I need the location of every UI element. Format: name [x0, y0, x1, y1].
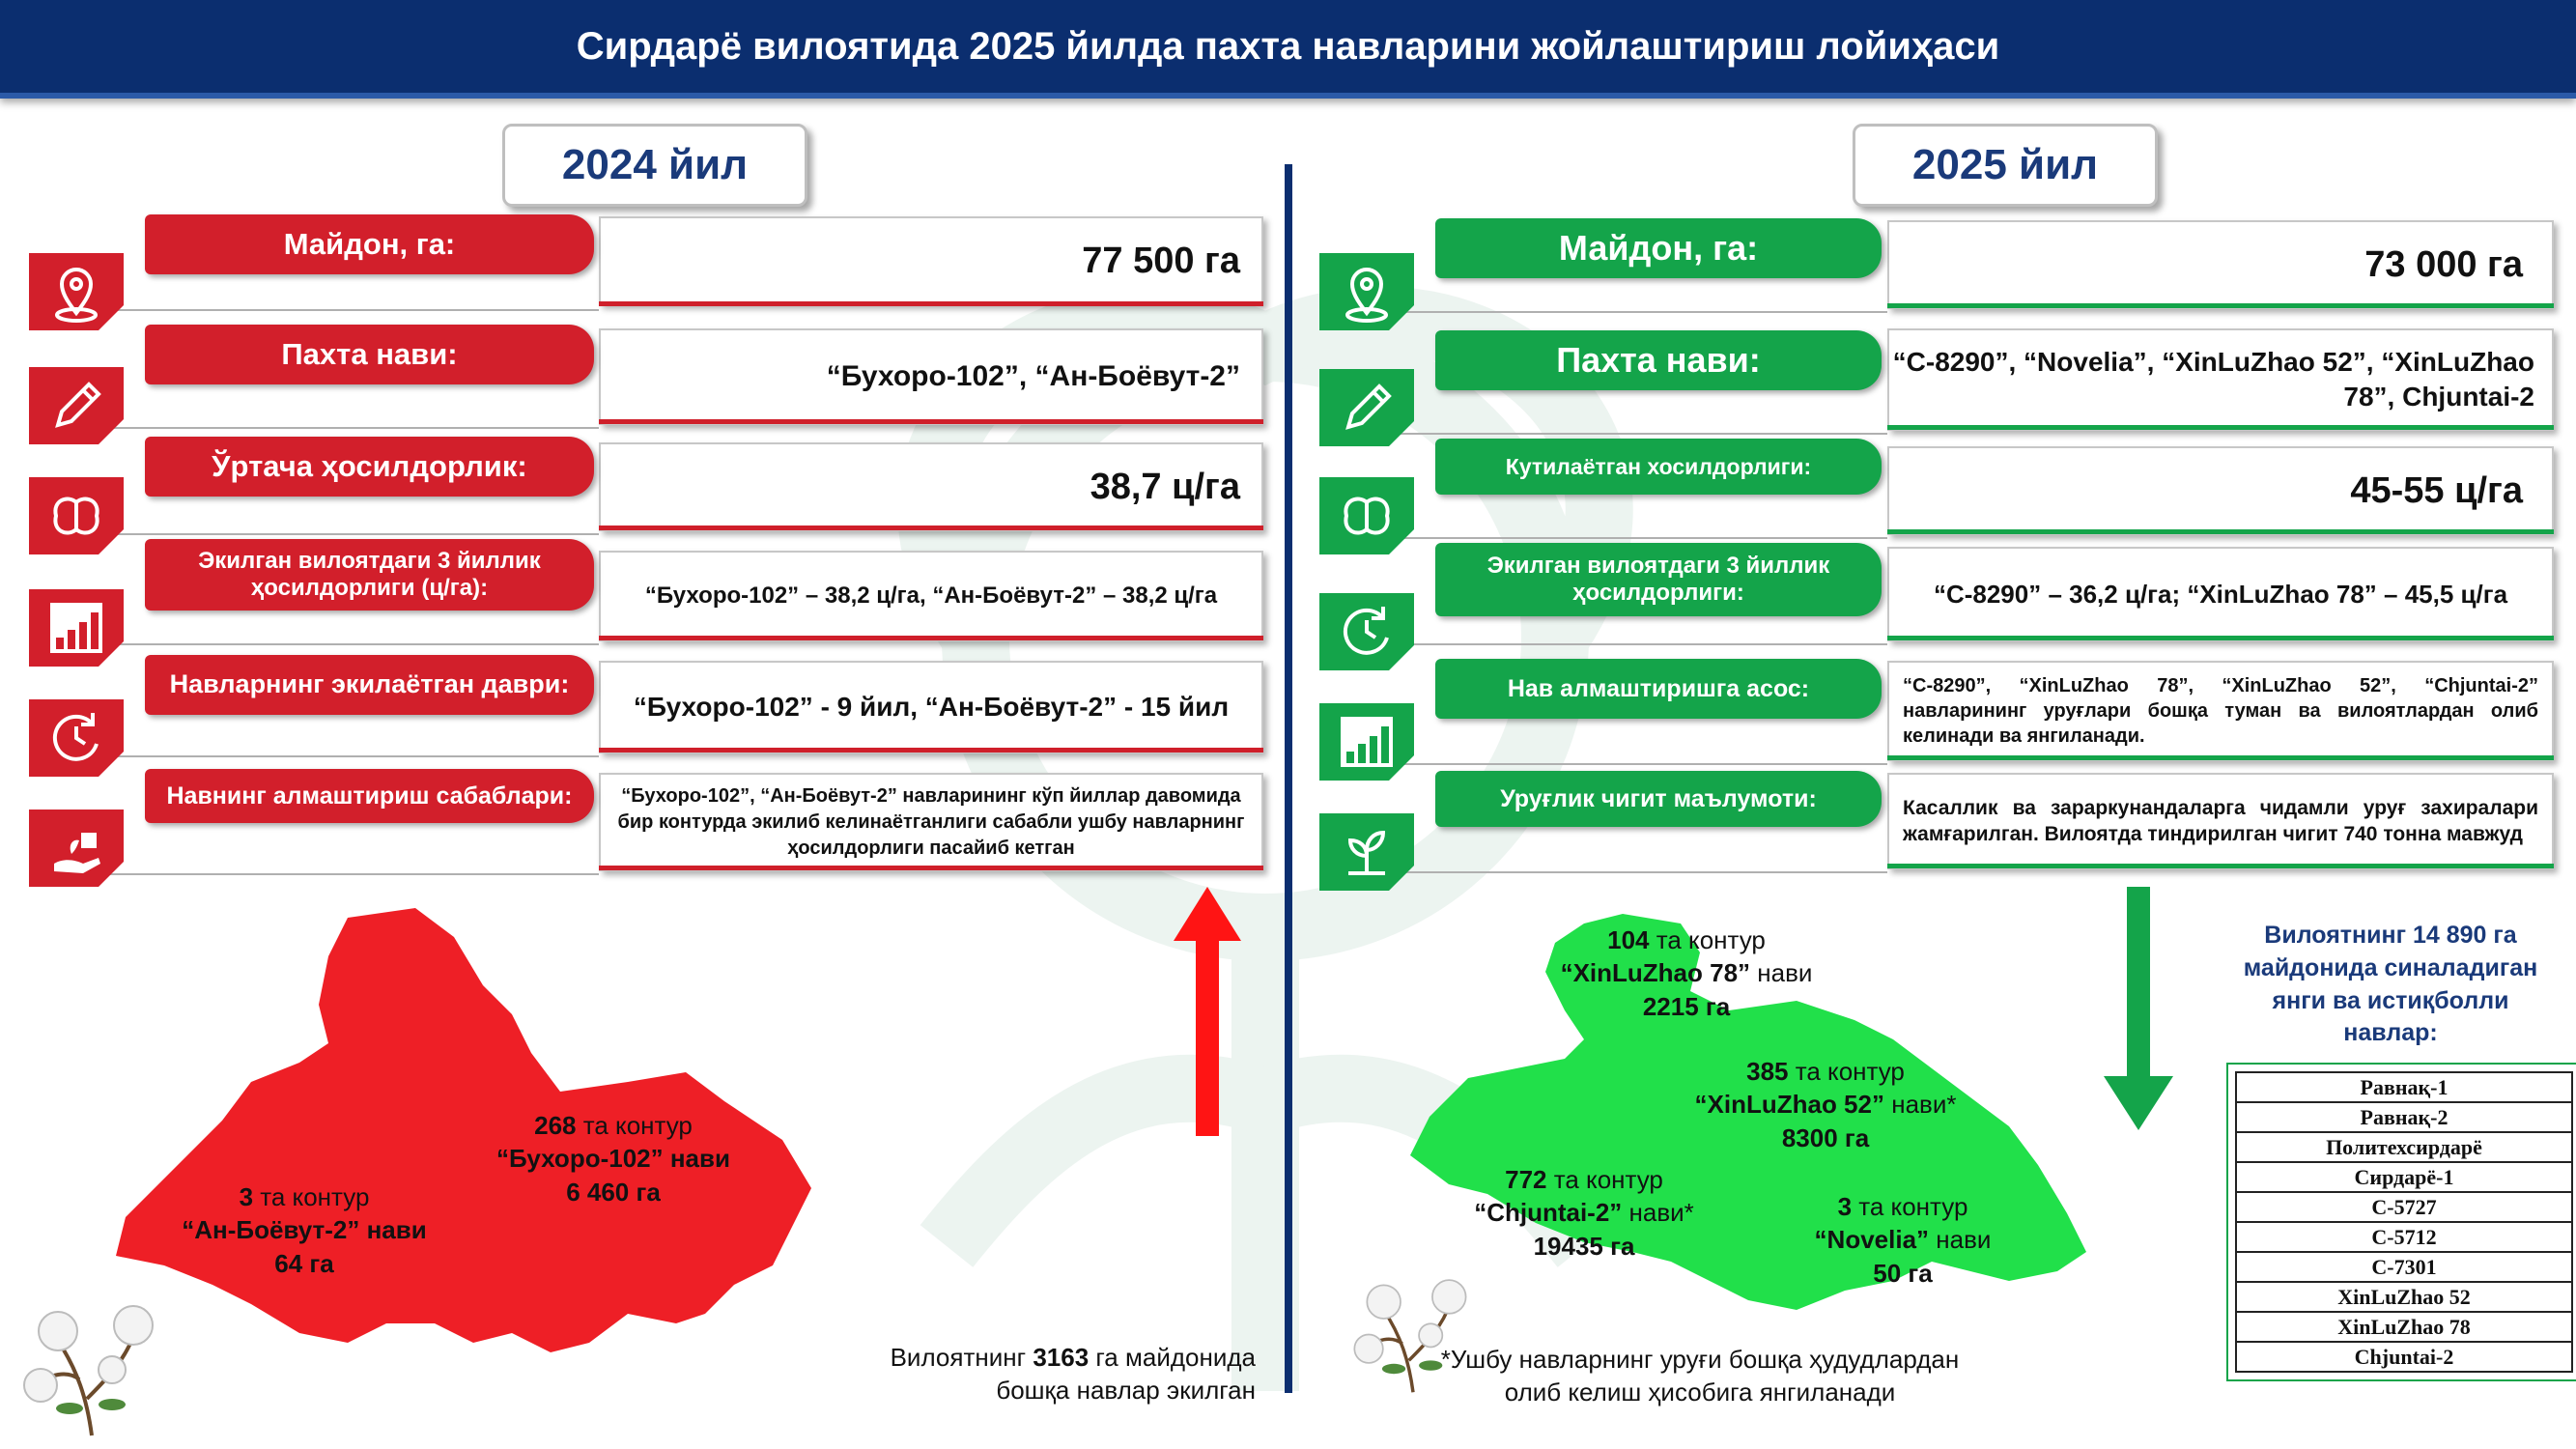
table-row	[2236, 1072, 2572, 1102]
left-area-label: Майдон, га:	[145, 214, 594, 274]
variety-cell: XinLuZhao 52	[2236, 1282, 2572, 1312]
center-divider	[1285, 164, 1292, 1393]
right-expected-yield-label: Кутилаётган хосилдорлиги:	[1435, 439, 1882, 495]
table-row	[2236, 1132, 2572, 1162]
right-area-label: Майдон, га:	[1435, 218, 1882, 278]
table-row	[2236, 1102, 2572, 1132]
right-area-value: 73 000 га	[1887, 220, 2554, 309]
table-row	[2236, 1222, 2572, 1252]
location-pin-icon	[29, 253, 124, 330]
table-row	[2236, 1192, 2572, 1222]
right-row-underline	[1887, 529, 2554, 534]
clock-arrow-icon	[1319, 593, 1414, 670]
variety-cell: С-5712	[2236, 1222, 2572, 1252]
bar-chart-icon	[1319, 703, 1414, 781]
variety-cell: Сирдарё-1	[2236, 1162, 2572, 1192]
up-arrow-icon	[1174, 887, 1241, 1136]
right-map-label-xinluzhao52: 385 та контур “XinLuZhao 52” нави* 8300 га	[1694, 1057, 1957, 1152]
bar-chart-icon	[29, 589, 124, 667]
right-variety-label: Пахта нави:	[1435, 330, 1882, 390]
table-row	[2236, 1252, 2572, 1282]
left-map-label-bukhoro: 268 та контур “Бухоро-102” нави 6 460 га	[496, 1111, 730, 1207]
left-map-label-anboyovut: 3 та контур “Ан-Боёвут-2” нави 64 га	[182, 1182, 427, 1278]
left-row-underline	[599, 636, 1263, 640]
test-varieties-table	[2226, 1063, 2576, 1381]
cotton-plant-icon	[19, 1293, 164, 1437]
left-replacement-reason-value: “Бухоро-102”, “Ан-Боёвут-2” навларининг кўп йиллар давомида бир контурда экилиб келинаётганлиги сабабли ушбу навларнинг ҳосилдорлиги пасайиб кетган	[599, 773, 1263, 871]
left-other-varieties-note: Вилоятнинг 3163 га майдонида бошқа навлар экилган	[890, 1343, 1256, 1406]
left-replacement-reason-label: Навнинг алмаштириш сабаблари:	[145, 769, 594, 823]
variety-cell: С-5727	[2236, 1192, 2572, 1222]
down-arrow-icon	[2104, 887, 2173, 1130]
right-map-label-xinluzhao78: 104 та контур “XinLuZhao 78” нави 2215 га	[1560, 925, 1813, 1021]
right-replacement-basis-value: “С-8290”, “XinLuZhao 78”, “XinLuZhao 52”, “Chjuntai-2” навларининг уруғлари бошқа туман ва вилоятлардан олиб келинади ва янгиланади.	[1887, 661, 2554, 761]
cotton-icon	[1319, 477, 1414, 554]
right-map-label-chjuntai2: 772 та контур “Chjuntai-2” нави* 19435 га	[1474, 1165, 1694, 1261]
left-row-underline	[599, 748, 1263, 753]
right-row-underline	[1887, 755, 2554, 760]
right-seed-renewal-note: *Ушбу навларнинг уруғи бошқа ҳудудлардан олиб келиш ҳисобига янгиланади	[1440, 1345, 1960, 1407]
right-map-label-novelia: 3 та контур “Novelia” нави 50 га	[1814, 1192, 1992, 1288]
right-seed-info-value: Касаллик ва зараркунандаларга чидамли уруғ захиралари жамғарилган. Вилоятда тиндирилган чигит 740 тонна мавжуд	[1887, 773, 2554, 869]
table-row	[2236, 1312, 2572, 1342]
right-row-underline	[1887, 425, 2554, 430]
page-title: Сирдарё вилоятида 2025 йилда пахта навларини жойлаштириш лойиҳаси	[576, 25, 2000, 68]
right-row-underline	[1887, 303, 2554, 308]
right-3year-yield-label: Экилган вилоятдаги 3 йиллик ҳосилдорлиги:	[1435, 543, 1882, 616]
year-2024-box: 2024 йил	[502, 124, 807, 207]
left-planting-period-value: “Бухоро-102” - 9 йил, “Ан-Боёвут-2” - 15 йил	[599, 661, 1263, 753]
right-seed-info-label: Уруғлик чигит маълумоти:	[1435, 771, 1882, 827]
right-3year-yield-value: “С-8290” – 36,2 ц/га; “XinLuZhao 78” – 45,5 ц/га	[1887, 547, 2554, 641]
left-planting-period-label: Навларнинг экилаётган даври:	[145, 655, 594, 715]
variety-cell: С-7301	[2236, 1252, 2572, 1282]
right-variety-value: “С-8290”, “Novelia”, “XinLuZhao 52”, “XinLuZhao 78”, Chjuntai-2	[1887, 328, 2554, 431]
left-3year-yield-label: Экилган вилоятдаги 3 йиллик ҳосилдорлиги (ц/га):	[145, 539, 594, 611]
sprout-icon	[1319, 813, 1414, 891]
left-yield-value: 38,7 ц/га	[599, 442, 1263, 531]
left-variety-label: Пахта нави:	[145, 325, 594, 384]
variety-cell: Равнақ-2	[2236, 1102, 2572, 1132]
right-row-underline	[1887, 864, 2554, 868]
location-pin-icon	[1319, 253, 1414, 330]
year-2025-box: 2025 йил	[1853, 124, 2158, 207]
left-row-underline	[599, 419, 1263, 424]
clock-arrow-icon	[29, 699, 124, 777]
left-yield-label: Ўртача ҳосилдорлик:	[145, 437, 594, 497]
table-row	[2236, 1342, 2572, 1372]
cotton-icon	[29, 477, 124, 554]
left-row-underline	[599, 526, 1263, 530]
left-row-underline	[599, 301, 1263, 306]
table-row	[2236, 1162, 2572, 1192]
left-variety-value: “Бухоро-102”, “Ан-Боёвут-2”	[599, 328, 1263, 425]
right-replacement-basis-label: Нав алмаштиришга асос:	[1435, 659, 1882, 719]
table-row	[2236, 1282, 2572, 1312]
left-area-value: 77 500 га	[599, 216, 1263, 305]
right-row-underline	[1887, 636, 2554, 640]
variety-cell: Политехсирдарё	[2236, 1132, 2572, 1162]
left-3year-yield-value: “Бухоро-102” – 38,2 ц/га, “Ан-Боёвут-2” – 38,2 ц/га	[599, 551, 1263, 641]
test-varieties-title: Вилоятнинг 14 890 га майдонида синаладиган янги ва истиқболли навлар:	[2243, 922, 2538, 1047]
right-expected-yield-value: 45-55 ц/га	[1887, 446, 2554, 535]
variety-cell: Chjuntai-2	[2236, 1342, 2572, 1372]
pencil-icon	[29, 367, 124, 444]
variety-cell: XinLuZhao 78	[2236, 1312, 2572, 1342]
pencil-icon	[1319, 369, 1414, 446]
hand-plant-icon	[29, 810, 124, 887]
left-row-underline	[599, 866, 1263, 870]
variety-cell: Равнақ-1	[2236, 1072, 2572, 1102]
